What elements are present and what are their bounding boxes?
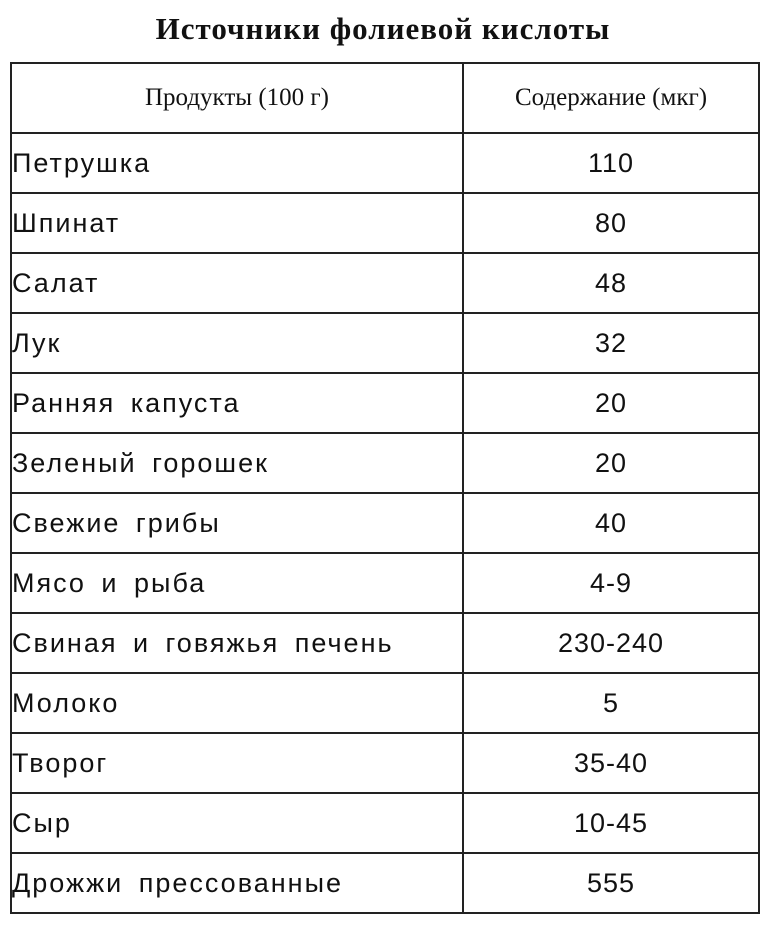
table-row: [11, 133, 759, 193]
product-name: Свежие грибы: [11, 493, 463, 553]
table-row: [11, 433, 759, 493]
product-value: 5: [463, 673, 759, 733]
table-row: [11, 733, 759, 793]
table-row: [11, 253, 759, 313]
header-products: Продукты (100 г): [11, 63, 463, 133]
product-value: 20: [463, 373, 759, 433]
product-name: Творог: [11, 733, 463, 793]
product-value: 40: [463, 493, 759, 553]
table-row: [11, 553, 759, 613]
product-value: 110: [463, 133, 759, 193]
product-value: 20: [463, 433, 759, 493]
product-name: Мясо и рыба: [11, 553, 463, 613]
product-value: 230-240: [463, 613, 759, 673]
table-row: [11, 793, 759, 853]
product-name: Свиная и говяжья печень: [11, 613, 463, 673]
table-row: [11, 313, 759, 373]
table-row: [11, 193, 759, 253]
product-name: Петрушка: [11, 133, 463, 193]
product-name: Сыр: [11, 793, 463, 853]
product-value: 48: [463, 253, 759, 313]
product-name: Ранняя капуста: [11, 373, 463, 433]
product-value: 35-40: [463, 733, 759, 793]
product-value: 32: [463, 313, 759, 373]
product-name: Дрожжи прессованные: [11, 853, 463, 913]
product-name: Салат: [11, 253, 463, 313]
header-content: Содержание (мкг): [463, 63, 759, 133]
table-row: [11, 673, 759, 733]
product-value: 555: [463, 853, 759, 913]
document-title: Источники фолиевой кислоты: [155, 11, 611, 46]
product-name: Шпинат: [11, 193, 463, 253]
product-value: 4-9: [463, 553, 759, 613]
product-name: Молоко: [11, 673, 463, 733]
product-value: 10-45: [463, 793, 759, 853]
folic-acid-table: [10, 62, 760, 914]
table-row: [11, 373, 759, 433]
product-name: Зеленый горошек: [11, 433, 463, 493]
table-row: [11, 853, 759, 913]
product-value: 80: [463, 193, 759, 253]
table-header-row: [11, 63, 759, 133]
table-row: [11, 493, 759, 553]
product-name: Лук: [11, 313, 463, 373]
table-row: [11, 613, 759, 673]
